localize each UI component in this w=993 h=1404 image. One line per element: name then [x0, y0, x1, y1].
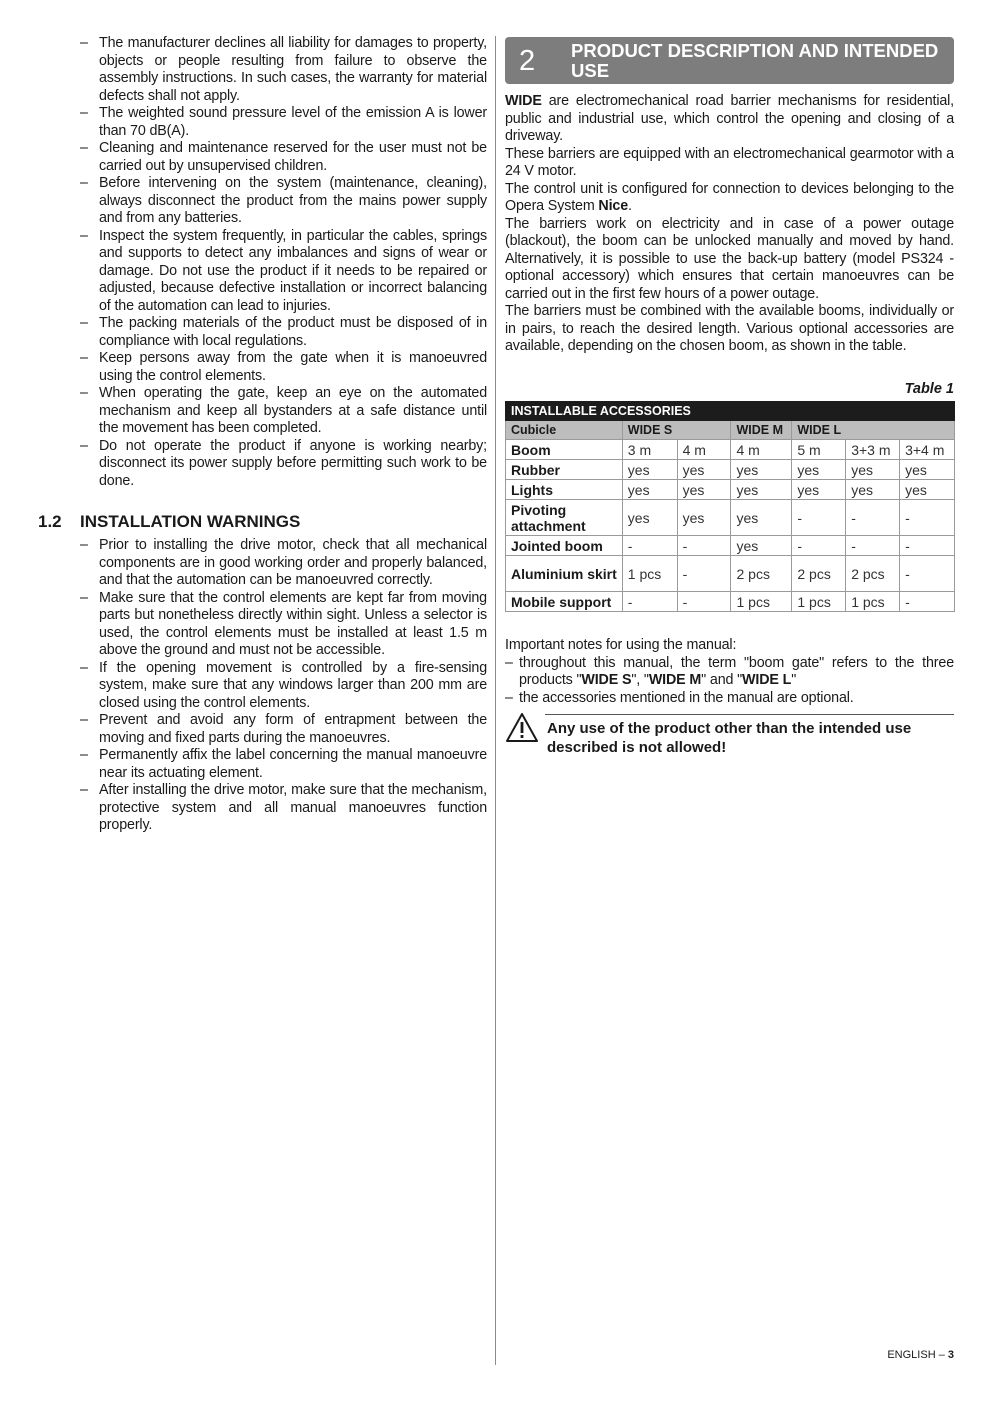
column-header: WIDE S	[622, 421, 731, 440]
table-cell: -	[846, 500, 900, 536]
product-name: WIDE S	[581, 672, 632, 688]
table-cell: yes	[900, 460, 955, 480]
table-cell: -	[846, 536, 900, 556]
table-cell: -	[900, 500, 955, 536]
section-title: INSTALLATION WARNINGS	[80, 512, 301, 531]
installation-warnings-list	[80, 537, 487, 835]
table-cell: -	[677, 556, 731, 592]
note-text: ", "	[631, 672, 649, 688]
paragraph	[505, 93, 954, 146]
table-row	[506, 460, 955, 480]
product-name: WIDE	[505, 93, 542, 109]
list-item: – Inspect the system frequently, in particular the cables, springs and supports to detect any imbalances and signs of wear or damage. Do not use the product if it needs to be repaired or adjusted, because defective installation or incorrect balancing of the automation can lead to injuries.	[80, 228, 487, 316]
list-item: – Permanently affix the label concerning the manual manoeuvre near its actuating element.	[80, 747, 487, 782]
table-header-row	[506, 421, 955, 440]
page-footer	[887, 1349, 954, 1361]
list-item: – After installing the drive motor, make sure that the mechanism, protective system and all manual manoeuvres function properly.	[80, 782, 487, 835]
table-cell: -	[900, 556, 955, 592]
page-number: 3	[947, 1349, 954, 1361]
list-item: – Prior to installing the drive motor, check that all mechanical components are in good working order and properly balanced, and that the automation can be manoeuvred correctly.	[80, 537, 487, 590]
note-text: " and "	[701, 672, 743, 688]
table-title-row	[506, 402, 955, 421]
table-row	[506, 592, 955, 612]
list-item: – Do not operate the product if anyone is working nearby; disconnect its power supply before permitting such work to be done.	[80, 438, 487, 491]
table-cell: -	[792, 536, 846, 556]
section-number: 1.2	[38, 512, 62, 531]
table-cell: -	[792, 500, 846, 536]
list-item	[505, 655, 954, 690]
notes-list	[505, 655, 954, 708]
list-item: – If the opening movement is controlled by a fire-sensing system, make sure that any windows larger than 200 mm are closed using the control elements.	[80, 660, 487, 713]
row-label: Rubber	[506, 460, 623, 480]
table-cell: yes	[731, 480, 792, 500]
column-divider	[495, 36, 496, 1365]
table-cell: yes	[792, 460, 846, 480]
table-cell: 2 pcs	[731, 556, 792, 592]
table-cell: -	[622, 536, 677, 556]
list-item: – Keep persons away from the gate when it is manoeuvred using the control elements.	[80, 350, 487, 385]
paragraph	[505, 181, 954, 216]
brand-name: Nice	[598, 198, 629, 214]
table-cell: 1 pcs	[622, 556, 677, 592]
table-title: INSTALLABLE ACCESSORIES	[506, 402, 955, 421]
table-cell: yes	[731, 500, 792, 536]
table-cell: 1 pcs	[846, 592, 900, 612]
table-cell: 3 m	[622, 440, 677, 460]
chapter-title: PRODUCT DESCRIPTION AND INTENDED USE	[571, 40, 939, 81]
list-item: – Before intervening on the system (maintenance, cleaning), always disconnect the product from the mains power supply and from any batteries.	[80, 175, 487, 228]
table-cell: yes	[900, 480, 955, 500]
list-item: – Prevent and avoid any form of entrapment between the moving and fixed parts during the manoeuvres.	[80, 712, 487, 747]
table-cell: yes	[731, 536, 792, 556]
paragraph: These barriers are equipped with an electromechanical gearmotor with a 24 V motor.	[505, 145, 954, 179]
row-label: Jointed boom	[506, 536, 623, 556]
row-label: Boom	[506, 440, 623, 460]
table-cell: 1 pcs	[731, 592, 792, 612]
column-header: WIDE M	[731, 421, 792, 440]
list-item: – the accessories mentioned in the manual are optional.	[505, 690, 954, 708]
chapter-number: 2	[519, 45, 536, 77]
table-cell: -	[900, 536, 955, 556]
table-cell: 5 m	[792, 440, 846, 460]
product-name: WIDE M	[648, 672, 702, 688]
table-row	[506, 440, 955, 460]
paragraph-text: .	[628, 198, 632, 214]
table-cell: yes	[622, 460, 677, 480]
column-header: Cubicle	[506, 421, 623, 440]
table-cell: -	[677, 592, 731, 612]
paragraph-text: The control unit is configured for connection to devices belonging to the Opera System	[505, 180, 954, 214]
row-label: Aluminium skirt	[506, 556, 623, 592]
table-cell: 1 pcs	[792, 592, 846, 612]
list-item: – When operating the gate, keep an eye on the automated mechanism and keep all bystanders at a safe distance until the movement has been completed.	[80, 385, 487, 438]
paragraph: The barriers work on electricity and in case of a power outage (blackout), the boom can be unlocked manually and moved by hand. Alternatively, it is possible to use the back-up battery (model PS324 - optional accessory) which ensures that certain manoeuvres can be carried out in the first few hours of a power outage.	[505, 215, 954, 302]
table-cell: yes	[846, 460, 900, 480]
table-cell: yes	[677, 480, 731, 500]
note-text: throughout this manual, the term "boom gate" refers to the three products "	[519, 654, 954, 688]
row-label: Mobile support	[506, 592, 623, 612]
note-text: "	[791, 672, 797, 688]
table-row	[506, 556, 955, 592]
table-cell: yes	[677, 500, 731, 536]
general-warnings-list	[80, 35, 487, 490]
list-item: – Cleaning and maintenance reserved for the user must not be carried out by unsupervised children.	[80, 140, 487, 175]
table-row	[506, 480, 955, 500]
table-cell: yes	[792, 480, 846, 500]
table-cell: 4 m	[731, 440, 792, 460]
table-cell: 4 m	[677, 440, 731, 460]
table-row	[506, 500, 955, 536]
table-row	[506, 536, 955, 556]
manual-notes	[505, 637, 954, 707]
footer-language: ENGLISH –	[887, 1349, 948, 1361]
table-cell: yes	[731, 460, 792, 480]
table-cell: -	[677, 536, 731, 556]
table-cell: 2 pcs	[792, 556, 846, 592]
table-cell: -	[900, 592, 955, 612]
chapter-header	[505, 37, 954, 84]
table-cell: 3+4 m	[900, 440, 955, 460]
list-item: – Make sure that the control elements are kept far from moving parts but nonetheless directly within sight. Unless a selector is used, the control elements must be installed at least 1.5 m above the ground and must not be accessible.	[80, 590, 487, 660]
table-cell: yes	[677, 460, 731, 480]
list-item: – The manufacturer declines all liability for damages to property, objects or people resulting from failure to observe the assembly instructions. In such cases, the warranty for material defects shall not apply.	[80, 35, 487, 105]
notice-text: Any use of the product other than the intended use described is not allowed!	[547, 720, 912, 756]
row-label: Lights	[506, 480, 623, 500]
table-cell: yes	[622, 500, 677, 536]
notice-divider	[545, 714, 954, 715]
warning-triangle-icon	[505, 712, 539, 744]
list-item: – The weighted sound pressure level of the emission A is lower than 70 dB(A).	[80, 105, 487, 140]
section-heading	[38, 512, 488, 532]
product-name: WIDE L	[742, 672, 792, 688]
column-header: WIDE L	[792, 421, 955, 440]
row-label: Pivoting attachment	[506, 500, 623, 536]
notes-heading: Important notes for using the manual:	[505, 637, 737, 653]
table-cell: yes	[622, 480, 677, 500]
list-item: – The packing materials of the product must be disposed of in compliance with local regulations.	[80, 315, 487, 350]
intro-text	[505, 93, 954, 356]
table-cell: -	[622, 592, 677, 612]
table-cell: 2 pcs	[846, 556, 900, 592]
table-cell: 3+3 m	[846, 440, 900, 460]
table-cell: yes	[846, 480, 900, 500]
paragraph-text: are electromechanical road barrier mechanisms for residential, public and industrial use, which control the opening and closing of a driveway.	[505, 93, 954, 144]
paragraph: The barriers must be combined with the available booms, individually or in pairs, to reach the desired length. Various optional accessories are available, depending on the chosen boom, as shown in the table.	[505, 303, 954, 354]
table-caption: Table 1	[904, 381, 954, 397]
accessories-table	[505, 401, 955, 612]
